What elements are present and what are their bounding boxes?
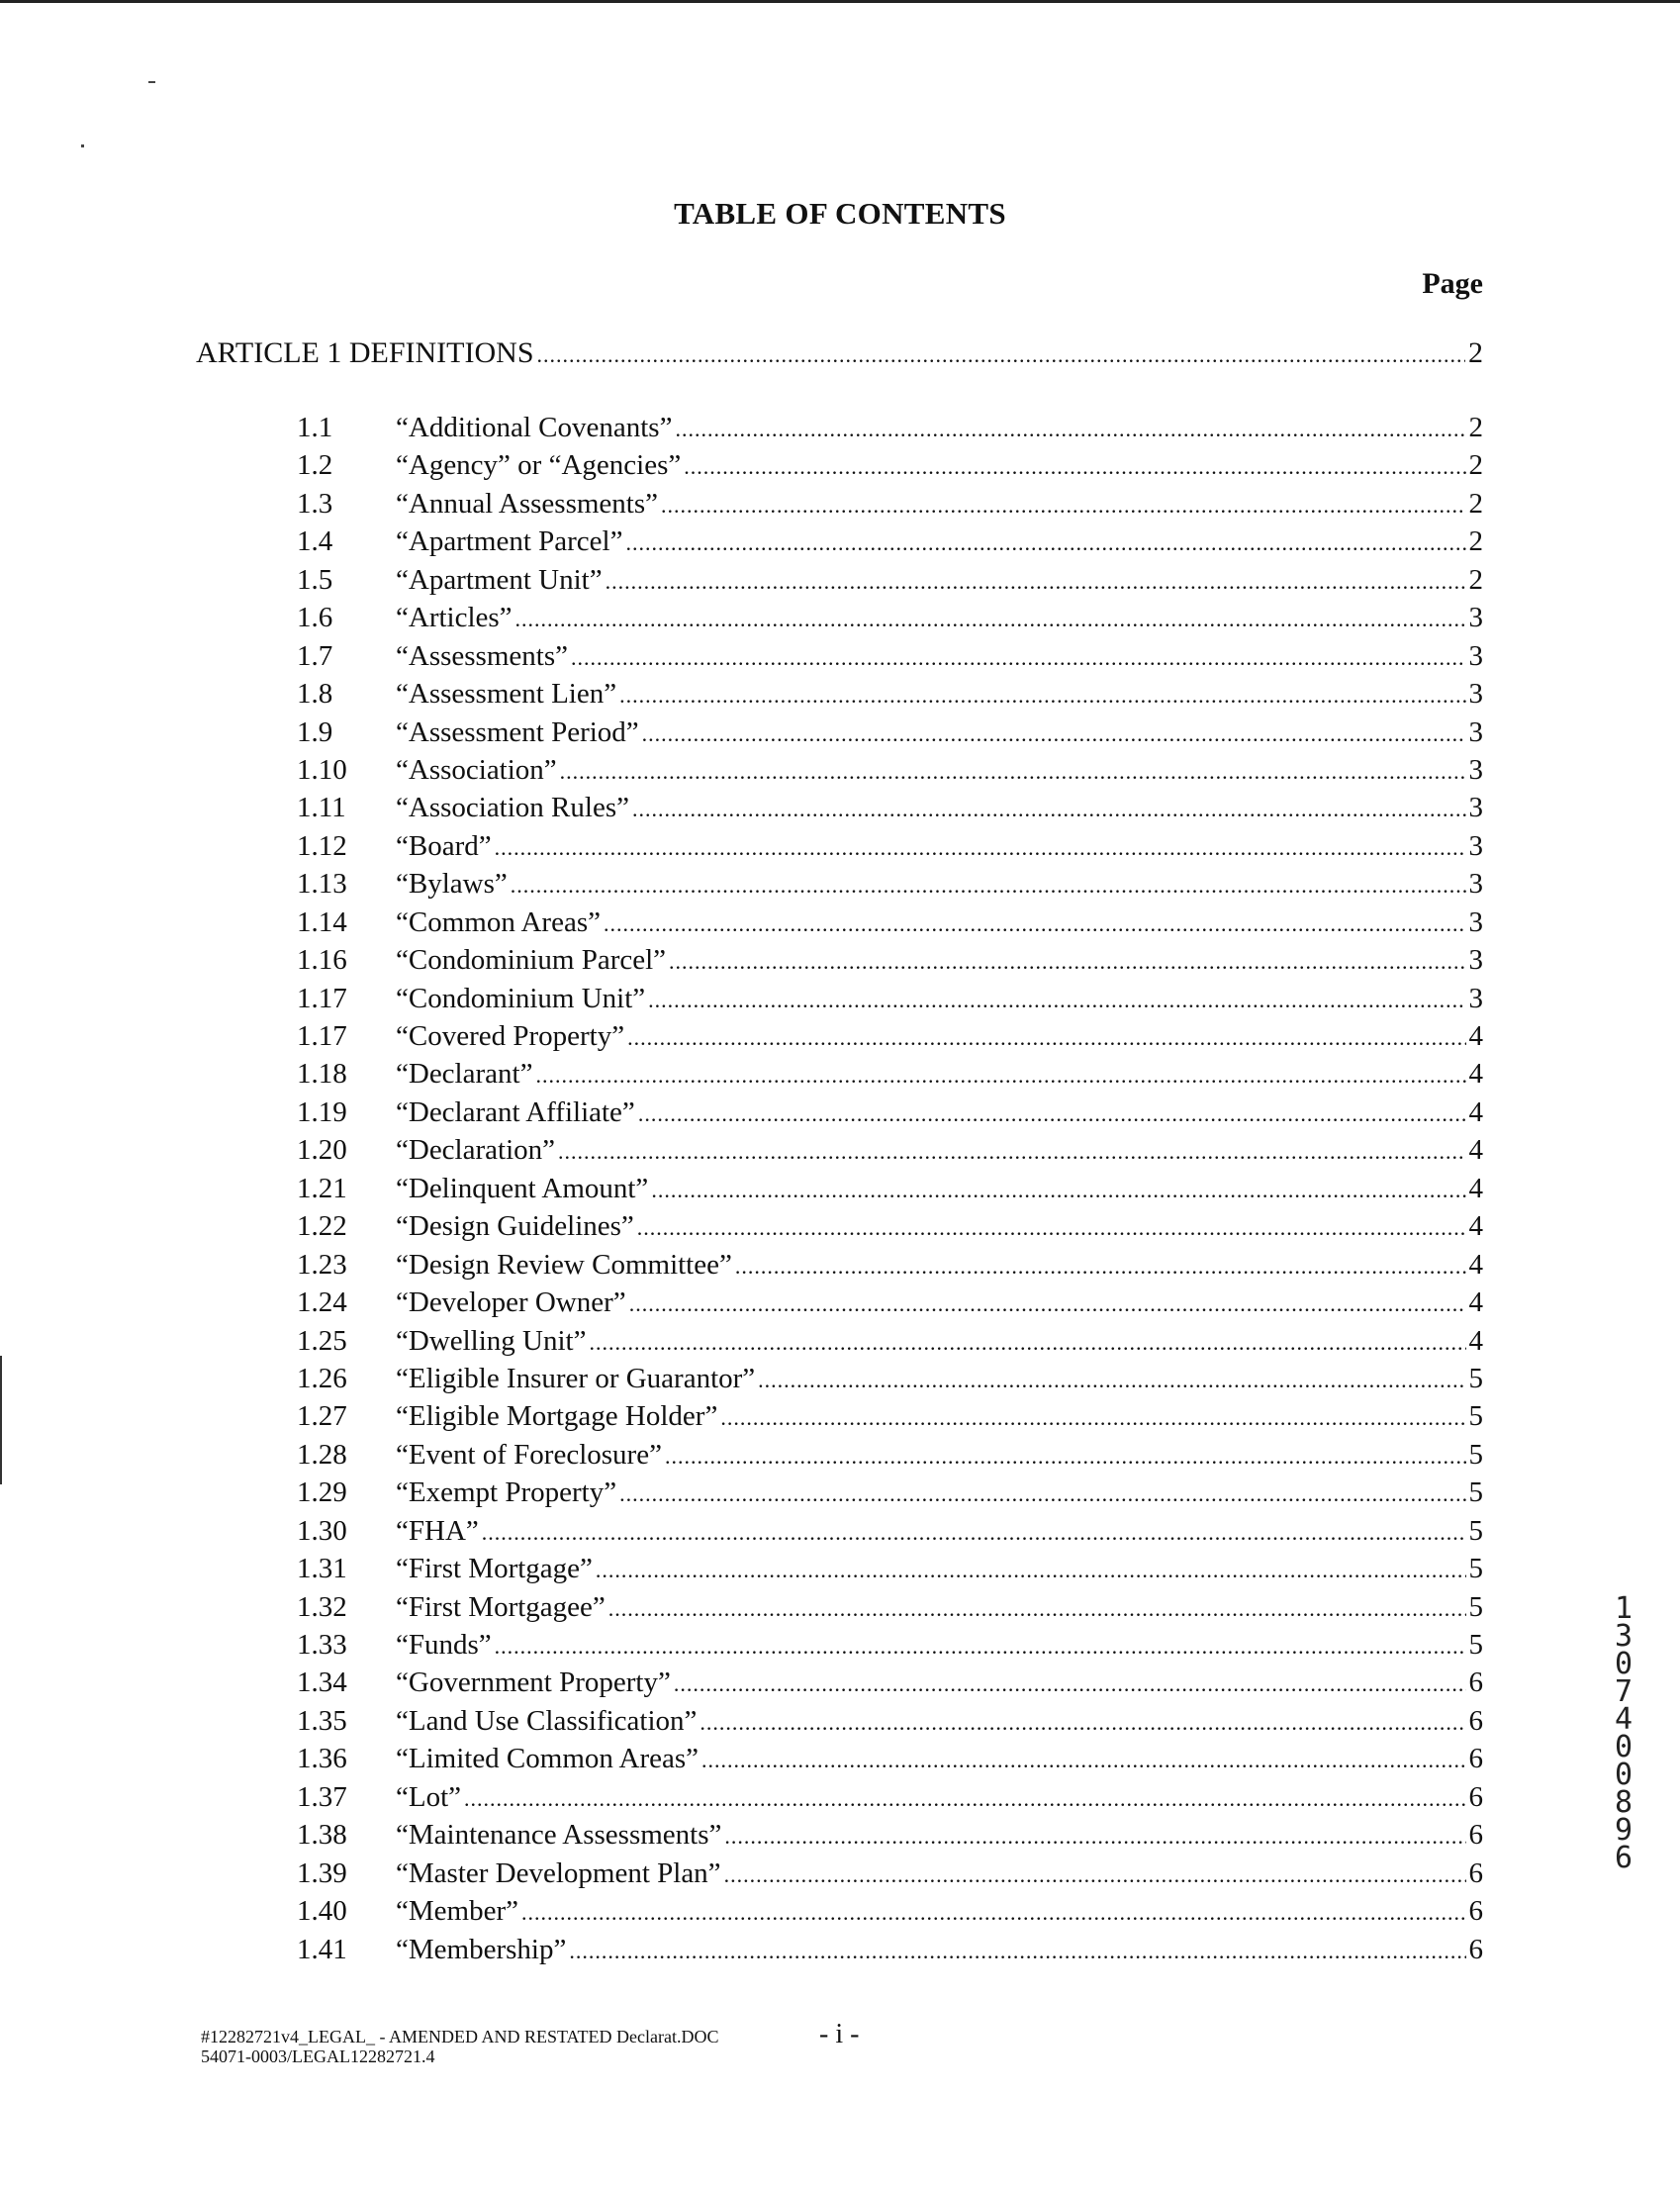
toc-entry: [297, 1094, 1483, 1131]
footer-line-2: 54071-0003/LEGAL12282721.4: [201, 2046, 435, 2066]
entry-page-number: 4: [1468, 1020, 1483, 1052]
entry-page-number: 5: [1468, 1629, 1483, 1661]
entry-number: 1.36: [297, 1743, 347, 1775]
entry-term: “Dwelling Unit”: [396, 1324, 587, 1357]
dot-leader: [521, 1894, 1466, 1932]
dot-leader: [651, 1172, 1465, 1209]
toc-entry: [297, 789, 1483, 826]
dot-leader: [537, 342, 1466, 368]
entry-number: 1.8: [297, 678, 333, 711]
entry-number: 1.19: [297, 1095, 347, 1128]
toc-entry: [297, 1855, 1483, 1892]
dot-leader: [495, 1628, 1466, 1666]
page-column-heading: Page: [1422, 267, 1483, 300]
entry-term: “Assessment Lien”: [396, 678, 617, 711]
toc-entry: [297, 1017, 1483, 1055]
dot-leader: [627, 1019, 1465, 1057]
dot-leader: [619, 677, 1465, 714]
toc-entry: [297, 827, 1483, 865]
toc-entry: [297, 1588, 1483, 1626]
dot-leader: [684, 448, 1465, 486]
entry-term: “Design Review Committee”: [396, 1248, 732, 1281]
entry-page-number: 4: [1468, 1058, 1483, 1091]
entry-term: “First Mortgage”: [396, 1553, 593, 1585]
toc-entry: [297, 1322, 1483, 1360]
entry-page-number: 2: [1468, 525, 1483, 558]
toc-entry: [297, 1284, 1483, 1321]
toc-entry: [297, 751, 1483, 789]
toc-entry: [297, 865, 1483, 903]
entry-page-number: 5: [1468, 1400, 1483, 1433]
dot-leader: [700, 1704, 1465, 1742]
dot-leader: [665, 1438, 1466, 1475]
toc-entry: [297, 485, 1483, 523]
dot-leader: [589, 1324, 1465, 1362]
entry-number: 1.18: [297, 1058, 347, 1091]
toc-entry: [297, 599, 1483, 636]
entry-number: 1.12: [297, 829, 347, 862]
entry-term: “Membership”: [396, 1933, 567, 1965]
entry-number: 1.9: [297, 715, 333, 748]
entry-number: 1.35: [297, 1704, 347, 1737]
entry-number: 1.1: [297, 412, 333, 443]
toc-entry: [297, 904, 1483, 941]
toc-entry: [297, 1436, 1483, 1474]
toc-entry: [297, 561, 1483, 599]
dot-leader: [669, 943, 1465, 981]
dot-leader: [701, 1742, 1465, 1779]
dot-leader: [482, 1514, 1466, 1552]
entry-term: “Government Property”: [396, 1666, 671, 1699]
entry-page-number: 6: [1468, 1743, 1483, 1775]
dot-leader: [724, 1856, 1466, 1894]
dot-leader: [720, 1399, 1465, 1437]
dot-leader: [464, 1780, 1465, 1818]
dot-leader: [569, 1933, 1465, 1970]
entry-number: 1.10: [297, 753, 347, 786]
entry-term: “Association Rules”: [396, 792, 629, 824]
entry-term: “Condominium Parcel”: [396, 944, 667, 977]
entry-term: “Limited Common Areas”: [396, 1743, 700, 1775]
article-label: ARTICLE 1 DEFINITIONS: [196, 336, 534, 369]
entry-term: “Declarant”: [396, 1058, 533, 1091]
entry-number: 1.37: [297, 1780, 347, 1813]
entry-page-number: 3: [1468, 602, 1483, 634]
entry-term: “Assessment Period”: [396, 715, 639, 748]
entry-term: “Common Areas”: [396, 905, 601, 938]
entry-number: 1.13: [297, 868, 347, 901]
entry-page-number: 5: [1468, 1590, 1483, 1623]
entry-term: “FHA”: [396, 1514, 479, 1547]
entry-term: “Eligible Insurer or Guarantor”: [396, 1362, 756, 1394]
entry-number: 1.32: [297, 1590, 347, 1623]
entry-number: 1.38: [297, 1819, 347, 1852]
entry-term: “Master Development Plan”: [396, 1856, 721, 1889]
toc-entry: [297, 1512, 1483, 1550]
entry-term: “Event of Foreclosure”: [396, 1438, 662, 1471]
entry-page-number: 2: [1468, 487, 1483, 520]
toc-entry: [297, 1131, 1483, 1169]
entry-number: 1.23: [297, 1248, 347, 1281]
entry-number: 1.21: [297, 1172, 347, 1204]
dot-leader: [675, 411, 1465, 448]
entry-page-number: 2: [1468, 449, 1483, 482]
entry-number: 1.16: [297, 944, 347, 977]
scan-edge-left: [0, 1356, 2, 1484]
dot-leader: [629, 1285, 1466, 1323]
entry-number: 1.14: [297, 905, 347, 938]
entry-term: “Assessments”: [396, 639, 568, 672]
entry-number: 1.33: [297, 1629, 347, 1661]
toc-entry: [297, 1664, 1483, 1701]
entry-number: 1.24: [297, 1286, 347, 1319]
dot-leader: [724, 1818, 1465, 1856]
toc-title: TABLE OF CONTENTS: [674, 196, 1006, 231]
entry-term: “Delinquent Amount”: [396, 1172, 649, 1204]
dot-leader: [596, 1552, 1466, 1589]
entry-number: 1.25: [297, 1324, 347, 1357]
entry-number: 1.26: [297, 1362, 347, 1394]
dot-leader: [632, 791, 1466, 828]
entry-term: “Bylaws”: [396, 868, 508, 901]
entry-number: 1.30: [297, 1514, 347, 1547]
toc-entry: [297, 1170, 1483, 1207]
entry-page-number: 3: [1468, 868, 1483, 901]
entry-page-number: 4: [1468, 1210, 1483, 1243]
entry-page-number: 4: [1468, 1172, 1483, 1204]
entry-term: “Maintenance Assessments”: [396, 1819, 722, 1852]
entry-term: “Condominium Unit”: [396, 982, 646, 1014]
entry-number: 1.17: [297, 982, 347, 1014]
entry-term: “Design Guidelines”: [396, 1210, 634, 1243]
dot-leader: [648, 982, 1465, 1019]
entry-term: “Developer Owner”: [396, 1286, 626, 1319]
entry-page-number: 2: [1468, 563, 1483, 596]
entry-page-number: 4: [1468, 1095, 1483, 1128]
entry-term: “Land Use Classification”: [396, 1704, 698, 1737]
entry-term: “Eligible Mortgage Holder”: [396, 1400, 718, 1433]
toc-entry: [297, 1892, 1483, 1930]
entry-number: 1.3: [297, 487, 333, 520]
entry-number: 1.20: [297, 1134, 347, 1167]
document-footer: [201, 2027, 719, 2066]
entry-number: 1.7: [297, 639, 333, 672]
dot-leader: [571, 639, 1466, 677]
toc-entry: [297, 1397, 1483, 1435]
footer-line-1: #12282721v4_LEGAL_ - AMENDED AND RESTATED Declarat.DOC: [201, 2027, 719, 2046]
dot-leader: [558, 1133, 1465, 1171]
dot-leader: [625, 524, 1465, 562]
entry-term: “Annual Assessments”: [396, 487, 658, 520]
dot-leader: [735, 1248, 1466, 1285]
entry-number: 1.4: [297, 525, 333, 558]
toc-entry: [297, 1778, 1483, 1816]
dot-leader: [642, 715, 1466, 753]
dot-leader: [661, 487, 1466, 524]
toc-entry: [297, 941, 1483, 979]
entry-number: 1.5: [297, 563, 333, 596]
entry-page-number: 6: [1468, 1933, 1483, 1965]
toc-entry: [297, 1740, 1483, 1777]
side-recording-stamp: 13074 00896: [1614, 1591, 1633, 1875]
toc-entry: [297, 1207, 1483, 1245]
toc-entry: [297, 1055, 1483, 1093]
toc-entry: [297, 1550, 1483, 1587]
entry-number: 1.28: [297, 1438, 347, 1471]
entry-page-number: 6: [1468, 1819, 1483, 1852]
toc-entry: [297, 637, 1483, 675]
dot-leader: [638, 1095, 1466, 1133]
entry-page-number: 3: [1468, 753, 1483, 786]
dot-leader: [511, 867, 1466, 904]
entry-number: 1.29: [297, 1476, 347, 1509]
dot-leader: [674, 1666, 1466, 1703]
toc-entry: [297, 675, 1483, 713]
entry-number: 1.40: [297, 1895, 347, 1928]
entry-page-number: 3: [1468, 982, 1483, 1014]
entry-term: “Declaration”: [396, 1134, 556, 1167]
toc-entry-list: [297, 409, 1483, 1968]
scan-edge-top: [0, 0, 1680, 3]
entry-page-number: 3: [1468, 905, 1483, 938]
entry-term: “First Mortgagee”: [396, 1590, 606, 1623]
dot-leader: [619, 1475, 1465, 1513]
entry-term: “Declarant Affiliate”: [396, 1095, 635, 1128]
entry-page-number: 6: [1468, 1895, 1483, 1928]
scan-speck: [148, 81, 155, 83]
entry-term: “Covered Property”: [396, 1020, 625, 1052]
toc-entry: [297, 523, 1483, 560]
entry-page-number: 3: [1468, 715, 1483, 748]
entry-page-number: 5: [1468, 1476, 1483, 1509]
entry-page-number: 6: [1468, 1856, 1483, 1889]
entry-page-number: 3: [1468, 944, 1483, 977]
entry-term: “Additional Covenants”: [396, 412, 673, 443]
entry-page-number: 5: [1468, 1362, 1483, 1394]
entry-term: “Funds”: [396, 1629, 492, 1661]
toc-entry: [297, 1474, 1483, 1511]
entry-page-number: 2: [1468, 412, 1483, 443]
entry-term: “Lot”: [396, 1780, 462, 1813]
footer-page-number: - i -: [819, 2019, 860, 2049]
entry-number: 1.39: [297, 1856, 347, 1889]
dot-leader: [637, 1209, 1466, 1247]
entry-term: “Apartment Parcel”: [396, 525, 623, 558]
entry-term: “Board”: [396, 829, 492, 862]
toc-entry: [297, 1816, 1483, 1854]
toc-entry: [297, 446, 1483, 484]
entry-number: 1.6: [297, 602, 333, 634]
dot-leader: [560, 753, 1466, 791]
entry-page-number: 6: [1468, 1704, 1483, 1737]
article-page-number: 2: [1468, 336, 1483, 369]
entry-page-number: 3: [1468, 639, 1483, 672]
dot-leader: [495, 829, 1466, 867]
entry-term: “Apartment Unit”: [396, 563, 603, 596]
dot-leader: [604, 905, 1466, 943]
entry-page-number: 3: [1468, 829, 1483, 862]
entry-page-number: 4: [1468, 1286, 1483, 1319]
toc-entry: [297, 980, 1483, 1017]
toc-entry: [297, 1702, 1483, 1740]
entry-page-number: 4: [1468, 1248, 1483, 1281]
entry-number: 1.34: [297, 1666, 347, 1699]
toc-article-entry: [196, 336, 1483, 370]
toc-entry: [297, 714, 1483, 751]
entry-term: “Exempt Property”: [396, 1476, 617, 1509]
entry-number: 1.11: [297, 792, 346, 824]
toc-entry: [297, 1360, 1483, 1397]
entry-term: “Articles”: [396, 602, 513, 634]
dot-leader: [758, 1362, 1465, 1399]
toc-entry: [297, 1626, 1483, 1664]
entry-page-number: 5: [1468, 1438, 1483, 1471]
dot-leader: [606, 563, 1466, 601]
toc-entry: [297, 1246, 1483, 1284]
toc-entry: [297, 409, 1483, 446]
entry-page-number: 3: [1468, 792, 1483, 824]
entry-page-number: 4: [1468, 1324, 1483, 1357]
entry-number: 1.31: [297, 1553, 347, 1585]
dot-leader: [515, 601, 1466, 638]
entry-term: “Association”: [396, 753, 557, 786]
entry-number: 1.17: [297, 1020, 347, 1052]
entry-number: 1.41: [297, 1933, 347, 1965]
entry-term: “Member”: [396, 1895, 518, 1928]
scan-speck: [81, 144, 84, 147]
entry-page-number: 4: [1468, 1134, 1483, 1167]
dot-leader: [535, 1057, 1465, 1094]
entry-term: “Agency” or “Agencies”: [396, 449, 682, 482]
entry-page-number: 3: [1468, 678, 1483, 711]
entry-page-number: 5: [1468, 1553, 1483, 1585]
toc-entry: [297, 1931, 1483, 1968]
entry-page-number: 5: [1468, 1514, 1483, 1547]
entry-page-number: 6: [1468, 1780, 1483, 1813]
dot-leader: [608, 1590, 1466, 1628]
entry-number: 1.22: [297, 1210, 347, 1243]
entry-page-number: 6: [1468, 1666, 1483, 1699]
entry-number: 1.27: [297, 1400, 347, 1433]
entry-number: 1.2: [297, 449, 333, 482]
